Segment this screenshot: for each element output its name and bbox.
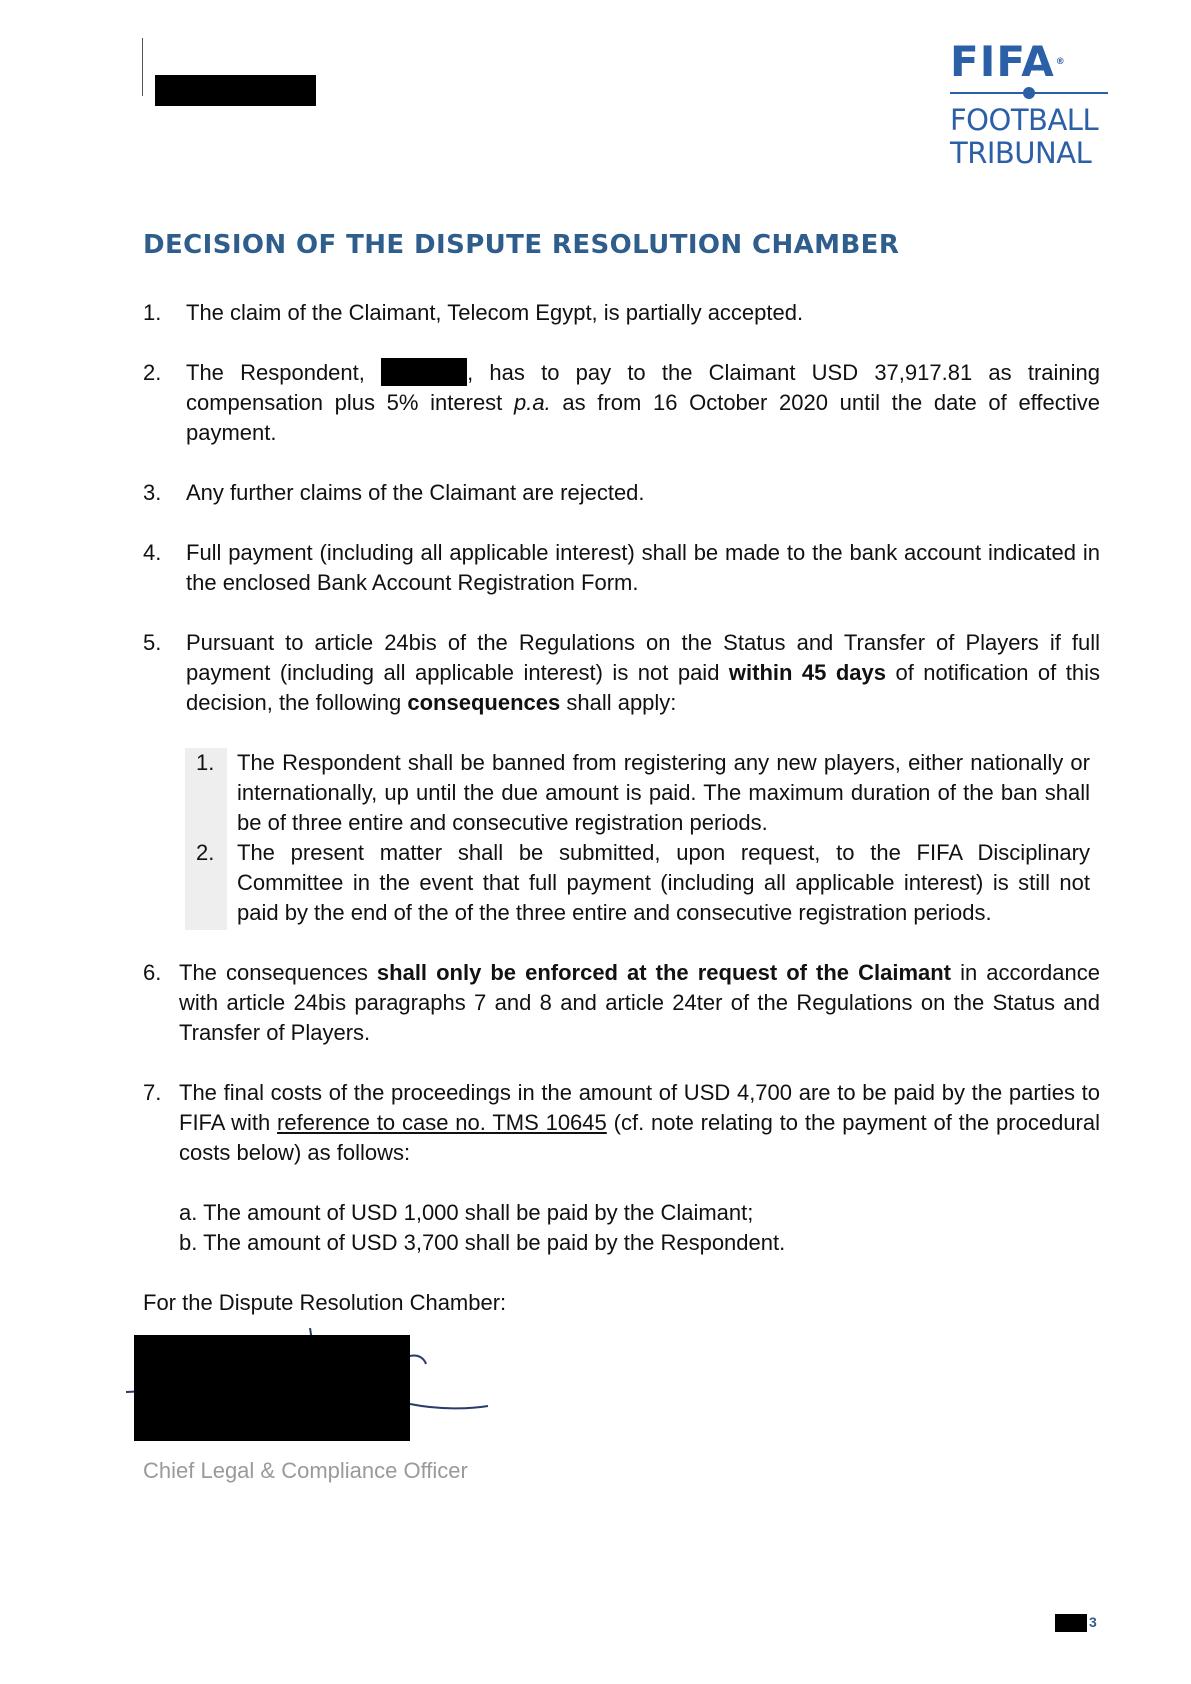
header-vertical-rule (142, 38, 143, 96)
cost-line-claimant: a. The amount of USD 1,000 shall be paid by the Claimant; (179, 1200, 754, 1225)
redacted-signature (134, 1335, 410, 1441)
logo-rule (950, 92, 1108, 94)
decision-item-5: 5. Pursuant to article 24bis of the Regulations on the Status and Transfer of Players if full payment (including all applicable interest) is not paid within 45 days of notification of this decision, the following consequences shall apply: (143, 630, 1100, 715)
decision-item-3: 3. Any further claims of the Claimant are rejected. (143, 480, 645, 505)
signature-intro: For the Dispute Resolution Chamber: (143, 1290, 507, 1315)
decision-item-7: 7. The final costs of the proceedings in the amount of USD 4,700 are to be paid by the parties to FIFA with reference to case no. TMS 10645 (cf. note relating to the payment of the procedural costs below) as follows: (143, 1080, 1100, 1165)
signatory-role: Chief Legal & Compliance Officer (143, 1458, 468, 1483)
logo-subtitle: FOOTBALL TRIBUNAL (950, 103, 1099, 170)
cost-line-respondent: b. The amount of USD 3,700 shall be paid by the Respondent. (179, 1230, 786, 1255)
redacted-block (155, 75, 316, 106)
fifa-football-tribunal-logo (950, 37, 1108, 170)
decision-title: DECISION OF THE DISPUTE RESOLUTION CHAMBER (143, 230, 900, 260)
decision-item-2: 2. The Respondent, , has to pay to the Claimant USD 37,917.81 as training compensation plus 5% interest p.a. as from 16 October 2020 until the date of effective payment. (143, 360, 1100, 445)
redacted-respondent-name (381, 358, 467, 386)
logo-dot (1023, 87, 1035, 99)
consequence-item-2: 2. The present matter shall be submitted, upon request, to the FIFA Disciplinary Committee in the event that full payment (including all applicable interest) is still not paid by the end of the of the three entire and consecutive registration periods. (196, 840, 1090, 925)
cost-split-list (179, 1198, 1079, 1258)
decision-item-4: 4. Full payment (including all applicable interest) shall be made to the bank account indicated in the enclosed Bank Account Registration Form. (143, 540, 1100, 595)
decision-item-6: 6. The consequences shall only be enforced at the request of the Claimant in accordance with article 24bis paragraphs 7 and 8 and article 24ter of the Regulations on the Status and Transfer of Players. (143, 960, 1100, 1045)
consequence-item-1: 1. The Respondent shall be banned from registering any new players, either nationally or internationally, up until the due amount is paid. The maximum duration of the ban shall be of three entire and consecutive registration periods. (196, 750, 1090, 835)
decision-item-1: 1. The claim of the Claimant, Telecom Egypt, is partially accepted. (143, 300, 804, 325)
redacted-footer (1055, 1614, 1087, 1632)
page-number: 3 (1089, 1614, 1097, 1630)
logo-fifa-wordmark: FIFA® (950, 37, 1066, 86)
